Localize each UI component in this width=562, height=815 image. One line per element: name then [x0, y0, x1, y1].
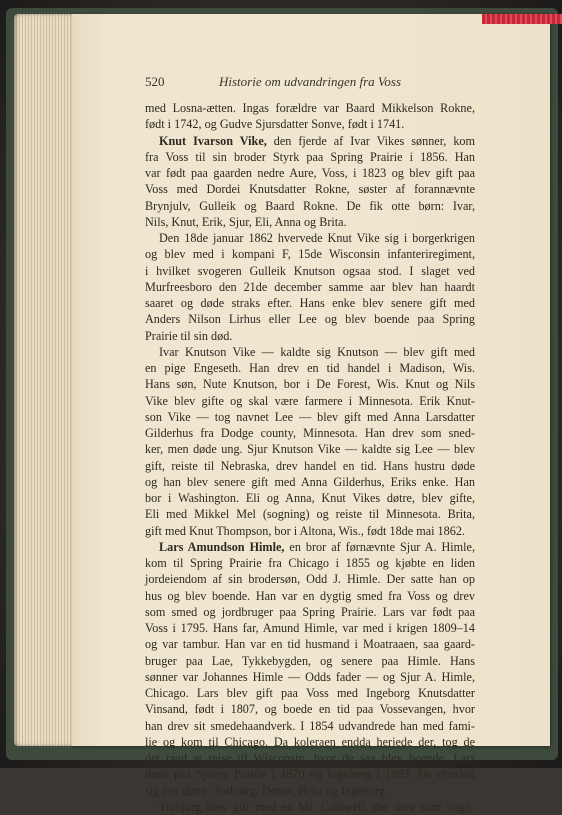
person-name: Lars Amundson Himle, — [159, 539, 285, 554]
line-text: Murfreesboro den 21de december samme aar blev han haardt — [145, 279, 475, 294]
text-line — [145, 588, 475, 604]
text-line — [145, 799, 475, 815]
line-text: født i 1742, og Gudve Sjursdatter Sonve, født i 1741. — [145, 117, 405, 132]
text-line — [145, 149, 475, 165]
text-line — [145, 653, 475, 669]
text-line — [145, 328, 475, 344]
text-line — [145, 214, 475, 230]
line-text: sig fire døtre: Torbjørg, Dønot, Brita og Ingeborg. — [145, 783, 388, 798]
line-text: Eli med Mikkel Mel (sogning) og reiste til Minnesota. Brita, — [145, 507, 475, 522]
page-header — [145, 74, 475, 94]
text-line — [145, 295, 475, 311]
line-text: saaret og døde straks efter. Hans enke blev senere gift med — [145, 296, 475, 310]
text-line — [145, 490, 475, 506]
text-line — [145, 263, 475, 279]
line-text: som smed og jordbruger paa Spring Prairie. Lars var født paa — [145, 604, 475, 619]
line-text: Vike blev gifte og skal være farmere i Minnesota. Erik Knut- — [145, 393, 475, 408]
text-line — [145, 571, 475, 587]
line-text: Hans søn, Nute Knutson, bor i De Forest, Wis. Knut og Nils — [145, 377, 475, 392]
line-text: og han blev senere gift med Anna Gilderhus, Eriks enke. Han — [145, 474, 475, 489]
line-text: sønner var Johannes Himle — Odds fader — og Sjur A. Himle, — [145, 669, 475, 684]
running-head: Historie om udvandringen fra Voss — [219, 74, 401, 89]
text-line — [145, 506, 475, 522]
line-text: gift, reiste til Nebraska, drev handel en tid. Hans hustru døde — [145, 458, 475, 473]
line-text: og blev med i kompani F, 15de Wisconsin infanteriregiment, — [145, 247, 475, 262]
text-line — [145, 376, 475, 392]
line-text: Gilderhus fra Dodge county, Minnesota. Han drev som sned- — [145, 426, 475, 440]
text-line — [145, 425, 475, 441]
text-line — [145, 685, 475, 701]
line-text: hus og blev boende. Han var en dygtig smed fra Voss og drev — [145, 588, 475, 603]
text-line — [145, 750, 475, 766]
bookmark-ribbon — [482, 14, 562, 24]
line-text: døde paa Spring Prairie i 1870 og Ingeborg i 1893. De efterlod — [145, 767, 475, 782]
text-line — [145, 669, 475, 685]
page-number: 520 — [145, 74, 165, 89]
line-text: Den 18de januar 1862 hvervede Knut Vike sig i borgerkrigen — [159, 231, 475, 245]
page-edges — [14, 14, 76, 746]
line-text: en bror af førnævnte Sjur A. Himle, — [284, 539, 475, 554]
text-line — [145, 360, 475, 376]
text-line — [145, 246, 475, 262]
text-line — [145, 165, 475, 181]
line-text: gift med Knut Thompson, bor i Altona, Wis., født 18de mai 1862. — [145, 523, 465, 538]
text-line — [145, 734, 475, 750]
text-line — [145, 279, 475, 295]
line-text: med Losna-ætten. Ingas forældre var Baard Mikkelson Rokne, — [145, 101, 475, 115]
line-text: bor i Washington. Eli og Anna, Knut Vikes døtre, blev gifte, — [145, 491, 475, 505]
line-text: Vinsand, født i 1807, og boede en tid paa Vossevangen, hvor — [145, 702, 475, 717]
line-text: ker, men døde ung. Sjur Knutson Vike — kaldte sig Lee — blev — [145, 442, 475, 457]
line-text: Torbjørg blev gift med en Mr. Caldwell, der drev som vogn- — [159, 799, 475, 814]
text-line — [145, 409, 475, 425]
line-text: i hvilket svogeren Gulleik Knutson ogsaa stod. I slaget ved — [145, 263, 475, 278]
text-line — [145, 718, 475, 734]
line-text: fra Voss til sin broder Styrk paa Spring Prairie i 1856. Han — [145, 149, 475, 164]
line-text: Voss med Dordei Knutsdatter Rokne, søster af forannævnte — [145, 182, 475, 197]
text-line — [145, 636, 475, 652]
line-text: den fjerde af Ivar Vikes sønner, kom — [266, 133, 475, 148]
text-line — [145, 555, 475, 571]
text-line — [145, 311, 475, 327]
line-text: Nils, Knut, Erik, Sjur, Eli, Anna og Brita. — [145, 214, 347, 229]
line-text: og var tambur. Han var en tid husmand i Moatraaen, saa gaard- — [145, 637, 475, 652]
line-text: det raad at reise til Wisconsin, hvor de saa blev boende. Lars — [145, 751, 475, 765]
text-line — [145, 116, 475, 132]
line-text: var født paa gaarden nedre Aure, Voss, i 1823 og blev gift paa — [145, 166, 475, 180]
line-text: Ivar Knutson Vike — kaldte sig Knutson — blev gift med — [159, 344, 475, 359]
text-line — [145, 539, 475, 555]
text-line — [145, 441, 475, 457]
text-line — [145, 198, 475, 214]
text-line — [145, 181, 475, 197]
text-line — [145, 344, 475, 360]
text-line — [145, 133, 475, 149]
line-text: en pige Engeseth. Han drev en tid handel i Madison, Wis. — [145, 361, 475, 375]
line-text: lie og kom til Chicago. Da koleraen endda herjede der, tog de — [145, 734, 475, 749]
person-name: Knut Ivarson Vike, — [159, 133, 267, 148]
text-line — [145, 100, 475, 116]
text-line — [145, 620, 475, 636]
line-text: bruger paa Lae, Tykkebygden, og senere paa Himle. Hans — [145, 653, 475, 668]
line-text: han drev sit smedehaandverk. I 1854 udvandrede han med fami- — [145, 718, 475, 733]
line-text: Prairie til sin død. — [145, 328, 233, 343]
line-text: Brynjulv, Gulleik og Baard Rokne. De fik otte børn: Ivar, — [145, 198, 475, 213]
text-line — [145, 701, 475, 717]
line-text: Voss i 1795. Hans far, Amund Himle, var med i krigen 1809–14 — [145, 621, 475, 635]
line-text: Chicago. Lars blev gift paa Voss med Ingeborg Knutsdatter — [145, 686, 475, 700]
text-line — [145, 783, 475, 799]
text-line — [145, 458, 475, 474]
body-text — [145, 100, 475, 815]
line-text: kom til Spring Prairie fra Chicago i 1855 og kjøbte en liden — [145, 556, 475, 570]
line-text: son Vike — tog navnet Lee — blev gift med Anna Larsdatter — [145, 409, 475, 424]
text-line — [145, 474, 475, 490]
text-line — [145, 393, 475, 409]
line-text: Anders Nilson Lirhus eller Lee og blev boende paa Spring — [145, 312, 475, 327]
text-line — [145, 604, 475, 620]
text-line — [145, 766, 475, 782]
text-line — [145, 230, 475, 246]
line-text: jordeiendom af sin brodersøn, Odd J. Himle. Der satte han op — [145, 572, 475, 587]
text-line — [145, 523, 475, 539]
